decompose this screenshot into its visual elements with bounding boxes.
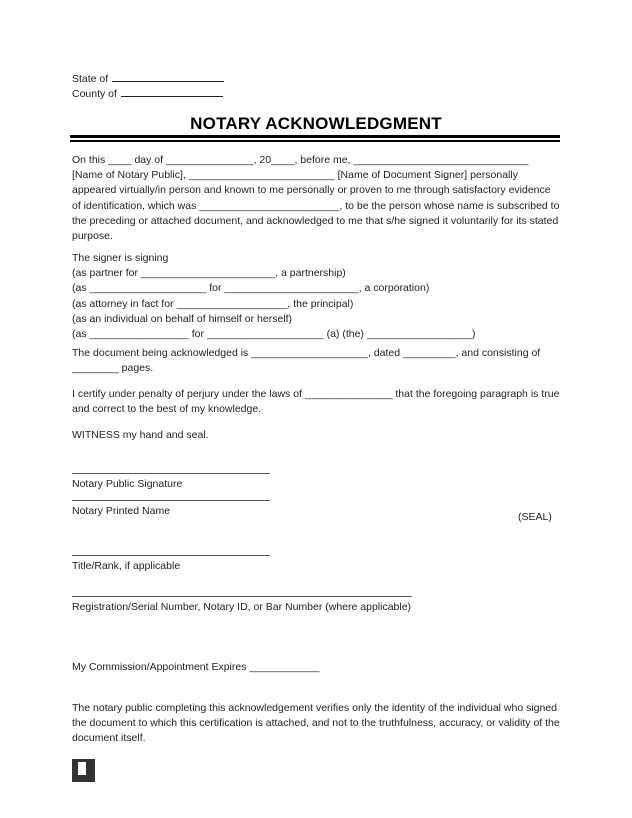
county-line	[72, 87, 225, 102]
divider-thin-rule	[70, 140, 560, 142]
county-label: County of	[72, 88, 117, 100]
state-label: State of	[72, 73, 109, 85]
county-blank[interactable]	[121, 87, 223, 97]
notary-disclaimer-paragraph: The notary public completing this acknowledgement verifies only the identity of the individual who signed the document to which this certification is attached, and not to the truthfulness, accuracy, or validity of the document itself.	[72, 702, 560, 745]
certification-paragraph: I certify under penalty of perjury under the laws of _______________ that the foregoing paragraph is true and correct to the best of my knowledge.	[72, 388, 560, 416]
signing-option-partner[interactable]: (as partner for _______________________, a partnership)	[72, 267, 346, 280]
jurisdiction-header	[72, 72, 225, 102]
notary-signature-label: Notary Public Signature	[72, 478, 183, 490]
title-rank-field[interactable]	[72, 555, 270, 574]
registration-number-field[interactable]	[72, 596, 412, 615]
title-divider	[70, 135, 560, 142]
notary-printed-name-label: Notary Printed Name	[72, 505, 171, 517]
notary-signature-field[interactable]	[72, 473, 270, 492]
commission-expiry-field[interactable]: My Commission/Appointment Expires ____________	[72, 661, 320, 673]
signing-options-block	[72, 251, 560, 342]
notary-printed-name-field[interactable]	[72, 500, 270, 519]
state-blank[interactable]	[112, 72, 224, 82]
signing-option-attorney-in-fact[interactable]: (as attorney in fact for ___________________, the principal)	[72, 297, 354, 310]
signing-option-other[interactable]: (as _________________ for ____________________ (a) (the) __________________)	[72, 328, 476, 341]
signing-intro: The signer is signing	[72, 252, 169, 264]
logo-notch	[78, 762, 86, 775]
signing-option-individual[interactable]: (as an individual on behalf of himself or herself)	[72, 312, 293, 325]
document-description-paragraph: The document being acknowledged is ____________________, dated _________, and consisting of ________ pages.	[72, 347, 541, 375]
registration-number-label: Registration/Serial Number, Notary ID, or Bar Number (where applicable)	[72, 601, 412, 613]
signing-option-corporation[interactable]: (as ____________________ for _______________________, a corporation)	[72, 282, 430, 295]
page-title: NOTARY ACKNOWLEDGMENT	[190, 114, 442, 133]
seal-placeholder: (SEAL)	[518, 511, 552, 523]
witness-statement: WITNESS my hand and seal.	[72, 429, 209, 441]
brand-logo-icon	[72, 759, 95, 782]
state-line	[72, 72, 225, 87]
acknowledgment-paragraph: On this ____ day of _______________, 20____, before me, ______________________________ [Name of Notary Public], _________________________ [Name of Document Signer] personally appeared virtually/in person and known to me personally or proven to me through satisfactory evidence of identification, which was ________________________, to be the person whose name is subscribed to the preceding or attached document, and acknowledged to me that s/he signed it voluntarily for its stated purpose.	[72, 154, 560, 243]
title-rank-label: Title/Rank, if applicable	[72, 560, 181, 572]
